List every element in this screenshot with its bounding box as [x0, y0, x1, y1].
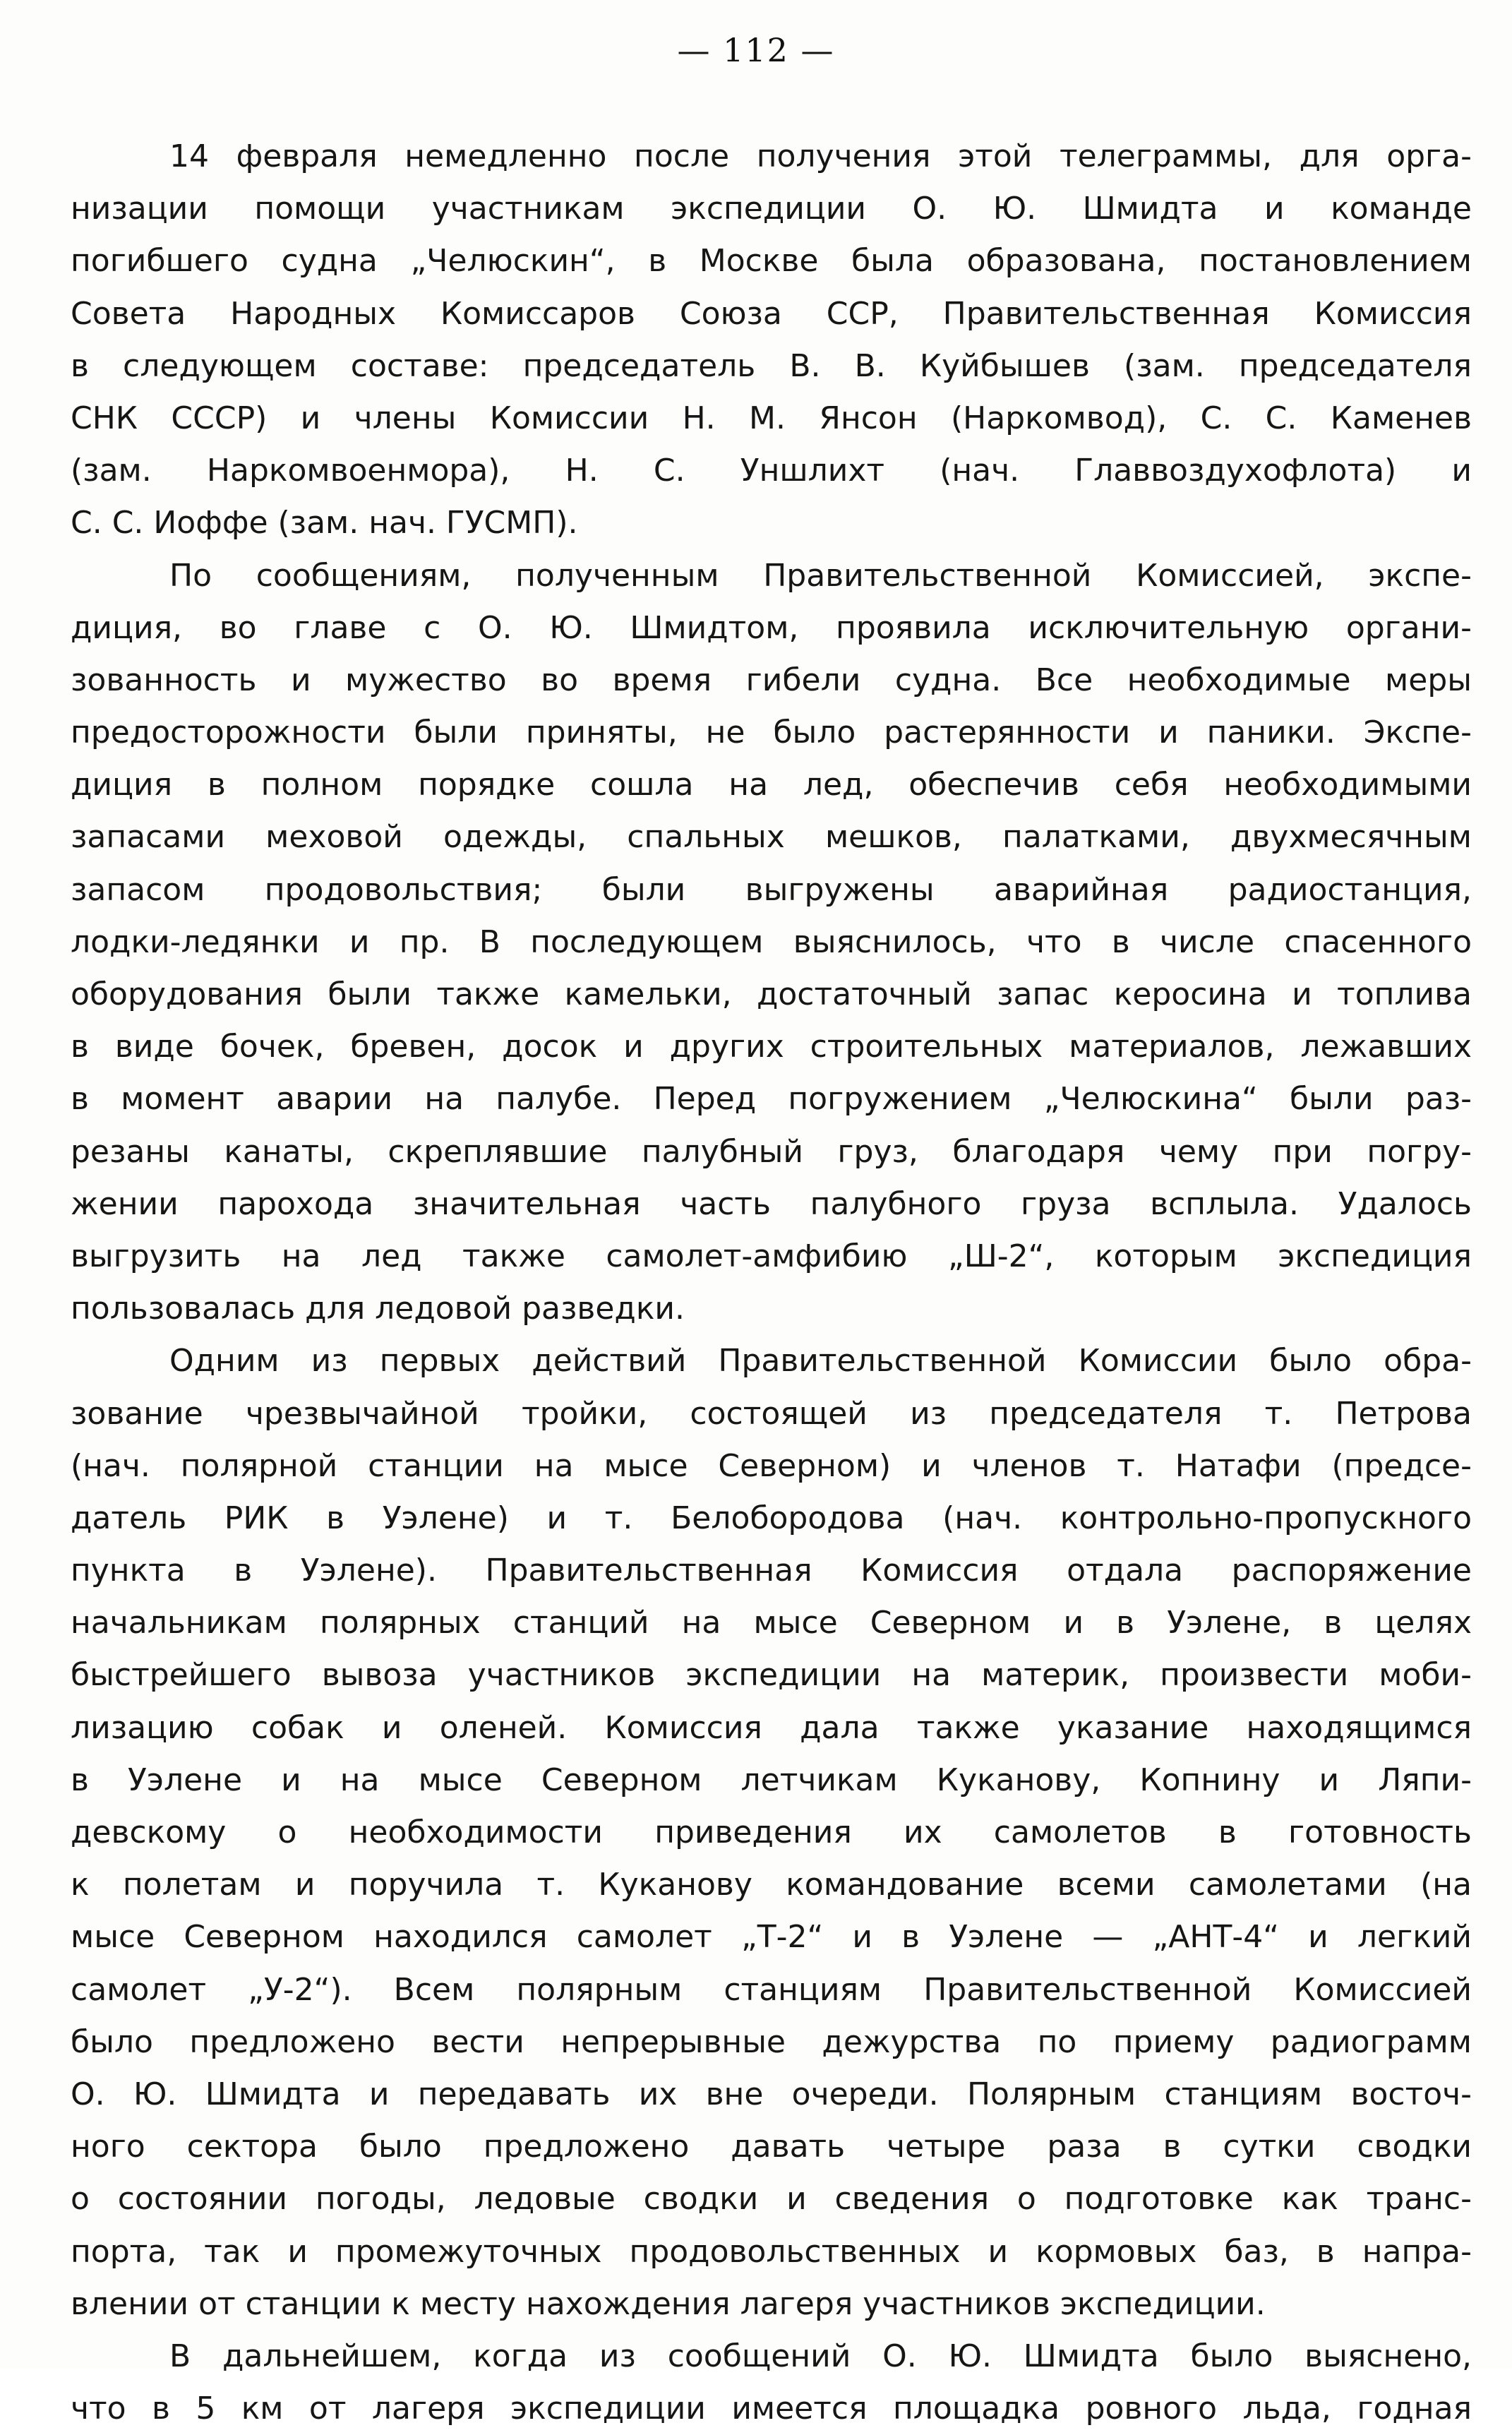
- body-text: [71, 131, 1472, 2435]
- text-line: выгрузить на лед также самолет-амфибию „Ш-2“, которым экспедиция: [71, 1238, 1472, 1274]
- page-number: — 112 —: [677, 31, 835, 69]
- text-line: В дальнейшем, когда из сообщений О. Ю. Шмидта было выяснено,: [169, 2338, 1472, 2374]
- text-line: девскому о необходимости приведения их самолетов в готовность: [71, 1814, 1472, 1850]
- text-line: самолет „У-2“). Всем полярным станциям Правительственной Комиссией: [71, 1971, 1472, 2008]
- text-line: порта, так и промежуточных продовольственных и кормовых баз, в напра-: [71, 2233, 1472, 2270]
- text-line: О. Ю. Шмидта и передавать их вне очереди. Полярным станциям восточ-: [71, 2076, 1472, 2112]
- text-line: резаны канаты, скреплявшие палубный груз, благодаря чему при погру-: [71, 1133, 1472, 1170]
- text-line: о состоянии погоды, ледовые сводки и сведения о подготовке как транс-: [71, 2181, 1472, 2218]
- text-line: пользовалась для ледовой разведки.: [71, 1291, 685, 1327]
- text-line: датель РИК в Уэлене) и т. Белобородова (нач. контрольно-пропускного: [71, 1500, 1472, 1536]
- text-line: оборудования были также камельки, достаточный запас керосина и топлива: [71, 976, 1472, 1012]
- text-line: ного сектора было предложено давать четыре раза в сутки сводки: [71, 2129, 1472, 2165]
- text-line: в виде бочек, бревен, досок и других строительных материалов, лежавших: [71, 1029, 1472, 1065]
- text-line: диция в полном порядке сошла на лед, обеспечив себя необходимыми: [71, 767, 1472, 803]
- text-line: было предложено вести непрерывные дежурства по приему радиограмм: [71, 2023, 1472, 2060]
- text-line: зование чрезвычайной тройки, состоящей из председателя т. Петрова: [71, 1395, 1472, 1432]
- text-line: (зам. Наркомвоенмора), Н. С. Уншлихт (нач. Главвоздухофлота) и: [71, 453, 1472, 489]
- text-line: (нач. полярной станции на мысе Северном) и членов т. Натафи (предсе-: [71, 1447, 1472, 1484]
- text-line: зованность и мужество во время гибели судна. Все необходимые меры: [71, 662, 1472, 698]
- text-line: пункта в Уэлене). Правительственная Комиссия отдала распоряжение: [71, 1552, 1472, 1589]
- text-line: в момент аварии на палубе. Перед погружением „Челюскина“ были раз-: [71, 1081, 1472, 1118]
- text-line: СНК СССР) и члены Комиссии Н. М. Янсон (Наркомвод), С. С. Каменев: [71, 400, 1472, 436]
- text-line: С. С. Иоффе (зам. нач. ГУСМП).: [71, 505, 578, 542]
- text-line: запасом продовольствия; были выгружены аварийная радиостанция,: [71, 871, 1472, 908]
- text-line: запасами меховой одежды, спальных мешков, палатками, двухмесячным: [71, 819, 1472, 856]
- text-line: лизацию собак и оленей. Комиссия дала также указание находящимся: [71, 1709, 1472, 1746]
- text-line: низации помощи участникам экспедиции О. Ю. Шмидта и команде: [71, 191, 1472, 227]
- text-line: к полетам и поручила т. Куканову командование всеми самолетами (на: [71, 1867, 1472, 1903]
- text-line: мысе Северном находился самолет „Т-2“ и в Уэлене — „АНТ-4“ и легкий: [71, 1919, 1472, 1956]
- text-line: 14 февраля немедленно после получения этой телеграммы, для орга-: [169, 138, 1472, 174]
- text-line: влении от станции к месту нахождения лагеря участников экспедиции.: [71, 2285, 1266, 2322]
- text-line: жении парохода значительная часть палубного груза всплыла. Удалось: [71, 1185, 1472, 1222]
- text-line: Одним из первых действий Правительственной Комиссии было обра-: [169, 1343, 1472, 1380]
- text-line: предосторожности были приняты, не было растерянности и паники. Экспе-: [71, 714, 1472, 751]
- text-line: в Уэлене и на мысе Северном летчикам Куканову, Копнину и Ляпи-: [71, 1761, 1472, 1798]
- text-line: начальникам полярных станций на мысе Северном и в Уэлене, в целях: [71, 1605, 1472, 1641]
- text-line: быстрейшего вывоза участников экспедиции на материк, произвести моби-: [71, 1657, 1472, 1694]
- text-line: что в 5 км от лагеря экспедиции имеется площадка ровного льда, годная: [71, 2391, 1472, 2427]
- text-line: в следующем составе: председатель В. В. Куйбышев (зам. председателя: [71, 347, 1472, 384]
- text-line: По сообщениям, полученным Правительственной Комиссией, экспе-: [169, 557, 1472, 594]
- text-line: лодки-ледянки и пр. В последующем выяснилось, что в числе спасенного: [71, 923, 1472, 960]
- text-line: Совета Народных Комиссаров Союза ССР, Правительственная Комиссия: [71, 295, 1472, 332]
- text-line: диция, во главе с О. Ю. Шмидтом, проявила исключительную органи-: [71, 609, 1472, 646]
- text-line: погибшего судна „Челюскин“, в Москве была образована, постановлением: [71, 243, 1472, 280]
